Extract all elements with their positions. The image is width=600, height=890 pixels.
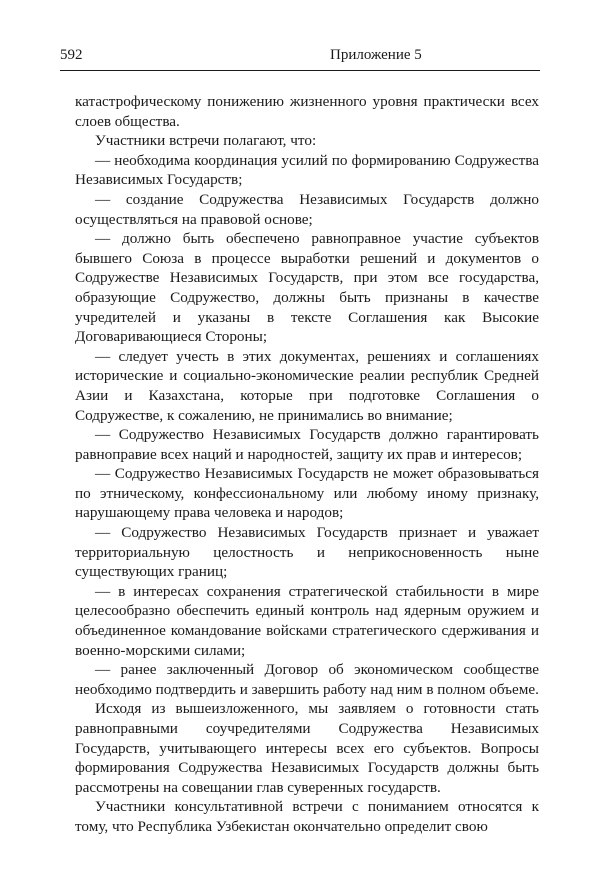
paragraph: катастрофическому понижению жизненного уровня практически всех слоев общества.	[75, 93, 539, 130]
body-text	[75, 92, 539, 837]
list-item: — Содружество Независимых Государств должно гарантировать равноправие всех наций и народностей, защиту их прав и интересов;	[75, 426, 539, 463]
list-item: — следует учесть в этих документах, решениях и соглашениях исторические и социально-экономические реалии республик Средней Азии и Казахстана, которые при подготовке Соглашения о Содружестве, к сожалению, не принимались во внимание;	[75, 347, 539, 424]
page-number: 592	[60, 47, 83, 63]
paragraph: Участники консультативной встречи с пониманием относятся к тому, что Республика Узбекистан окончательно определит свою	[75, 798, 539, 835]
list-item: — Содружество Независимых Государств признает и уважает территориальную целостность и неприкосновенность ныне существующих границ;	[75, 524, 539, 581]
list-item: — ранее заключенный Договор об экономическом сообществе необходимо подтвердить и завершить работу над ним в полном объеме.	[75, 661, 539, 698]
page-header	[60, 46, 540, 68]
paragraph: Исходя из вышеизложенного, мы заявляем о готовности стать равноправными соучредителями Содружества Независимых Государств, учитывающего интересы всех его субъектов. Вопросы формирования Содружества Независимых Государств должны быть рассмотрены на совещании глав суверенных государств.	[75, 700, 539, 796]
list-item: — необходима координация усилий по формированию Содружества Независимых Государств;	[75, 151, 539, 189]
running-head: Приложение 5	[330, 47, 422, 63]
list-item: — должно быть обеспечено равноправное участие субъектов бывшего Союза в процессе выработки решений и документов о Содружестве Независимых Государств, при этом все государства, образующие Содружество, должны быть признаны в качестве учредителей и указаны в тексте Соглашения как Высокие Договаривающиеся Стороны;	[75, 230, 539, 346]
header-rule	[60, 70, 540, 71]
paragraph: Участники встречи полагают, что:	[95, 132, 317, 150]
list-item: — Содружество Независимых Государств не может образовываться по этническому, конфессиональному или любому иному признаку, нарушающему права человека и народов;	[75, 465, 539, 522]
list-item: — в интересах сохранения стратегической стабильности в мире целесообразно обеспечить единый контроль над ядерным оружием и объединенное командование войсками стратегического сдерживания и военно-морскими силами;	[75, 582, 539, 659]
list-item: — создание Содружества Независимых Государств должно осуществляться на правовой основе;	[75, 190, 539, 228]
